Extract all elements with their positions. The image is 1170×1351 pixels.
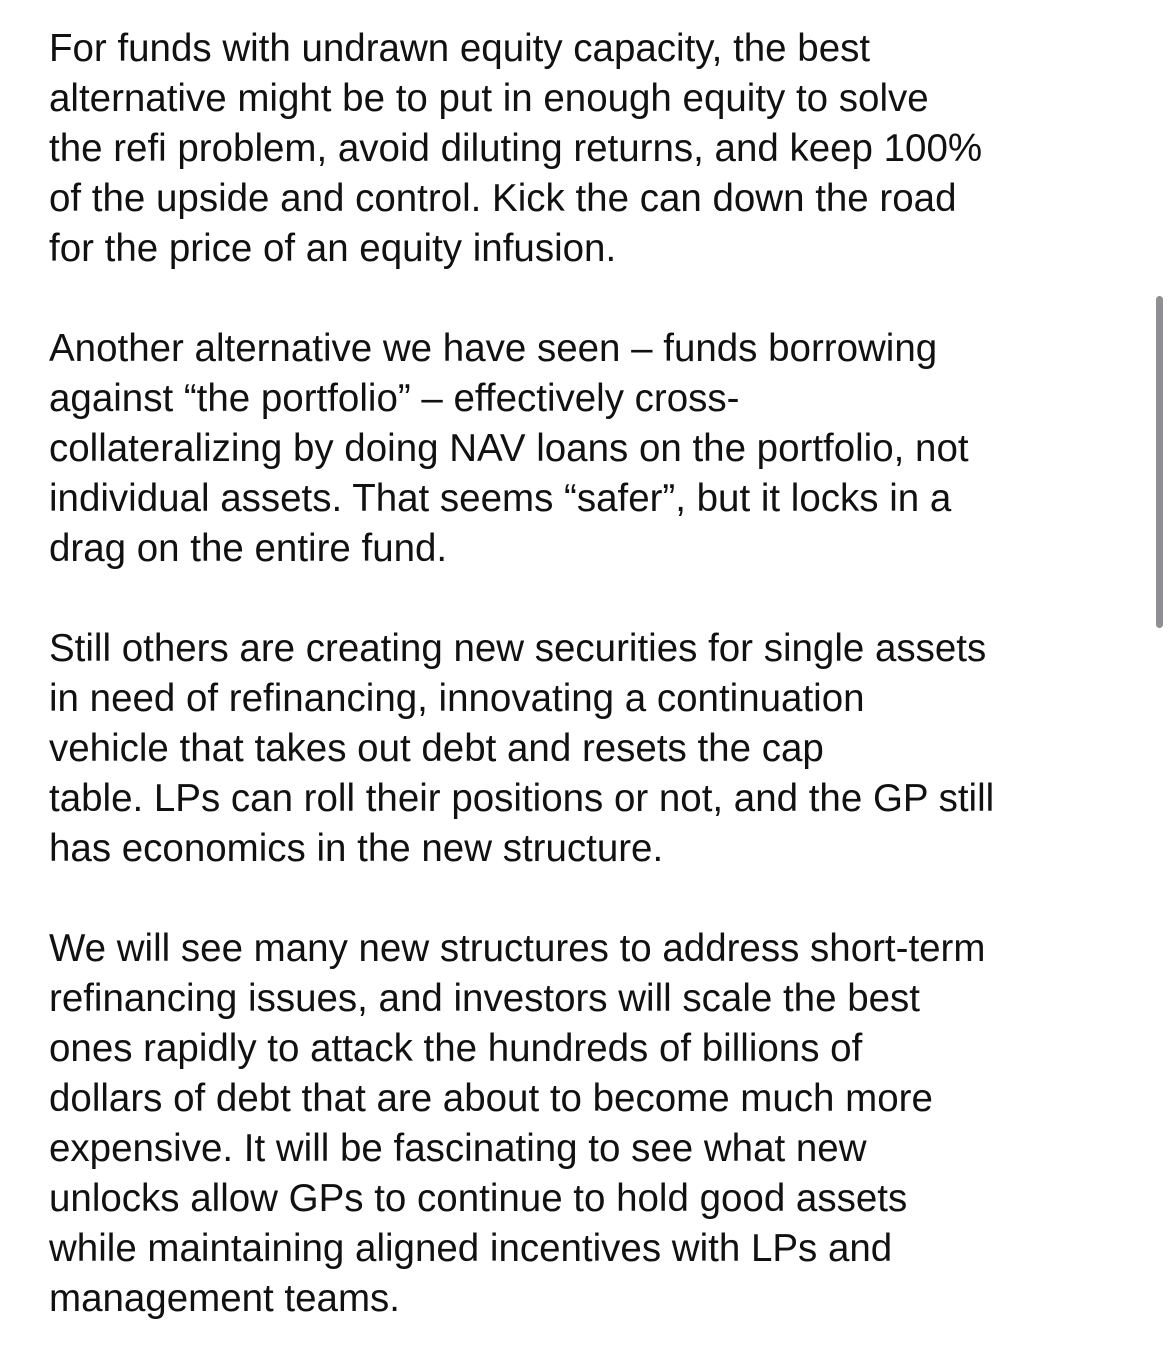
paragraph-2 xyxy=(49,324,1139,574)
text-line: alternative might be to put in enough equity to solve xyxy=(49,77,929,120)
text-line: We will see many new structures to address short-term xyxy=(49,927,986,970)
text-line: refinancing issues, and investors will scale the best xyxy=(49,977,920,1020)
text-line: drag on the entire fund. xyxy=(49,527,448,570)
text-line: of the upside and control. Kick the can down the road xyxy=(49,177,957,220)
text-line: ones rapidly to attack the hundreds of billions of xyxy=(49,1027,863,1070)
text-line: against “the portfolio” – effectively cross- xyxy=(49,377,740,420)
text-line: has economics in the new structure. xyxy=(49,827,664,870)
text-line: individual assets. That seems “safer”, but it locks in a xyxy=(49,477,952,520)
text-line: collateralizing by doing NAV loans on the portfolio, not xyxy=(49,427,969,470)
article-body xyxy=(49,24,1139,1324)
text-line: in need of refinancing, innovating a continuation xyxy=(49,677,865,720)
text-line: dollars of debt that are about to become much more xyxy=(49,1077,933,1120)
paragraph-1 xyxy=(49,24,1139,274)
paragraph-4 xyxy=(49,924,1139,1324)
text-line: management teams. xyxy=(49,1277,400,1320)
paragraph-spacer xyxy=(49,874,1139,924)
text-line: while maintaining aligned incentives with LPs and xyxy=(49,1227,893,1270)
text-line: for the price of an equity infusion. xyxy=(49,227,617,270)
vertical-scrollbar[interactable] xyxy=(1152,0,1170,1351)
text-line: table. LPs can roll their positions or not, and the GP still xyxy=(49,777,995,820)
text-line: For funds with undrawn equity capacity, the best xyxy=(49,27,871,70)
text-line: vehicle that takes out debt and resets the cap xyxy=(49,727,824,770)
paragraph-spacer xyxy=(49,274,1139,324)
text-line: expensive. It will be fascinating to see what new xyxy=(49,1127,867,1170)
text-line: Another alternative we have seen – funds borrowing xyxy=(49,327,938,370)
text-line: unlocks allow GPs to continue to hold good assets xyxy=(49,1177,908,1220)
text-line: Still others are creating new securities for single assets xyxy=(49,627,987,670)
paragraph-spacer xyxy=(49,574,1139,624)
text-line: the refi problem, avoid diluting returns, and keep 100% xyxy=(49,127,983,170)
paragraph-3 xyxy=(49,624,1139,874)
scrollbar-thumb[interactable] xyxy=(1156,296,1163,628)
